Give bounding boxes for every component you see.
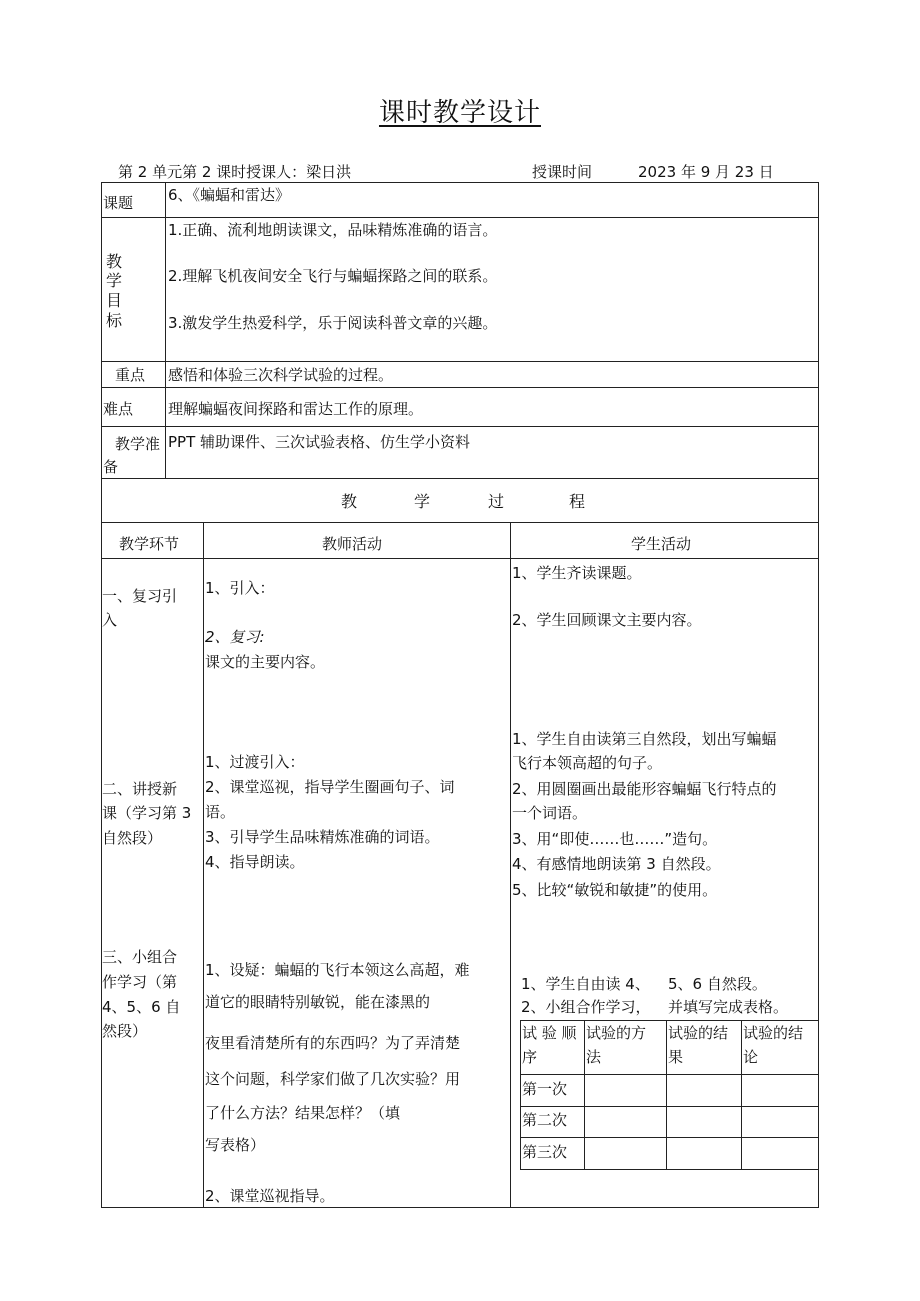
goal-item: 1.正确、流利地朗读课文，品味精炼准确的语言。 [168,221,498,239]
experiment-row-label: 第二次 [522,1111,568,1129]
topic-label: 课题 [103,194,134,212]
goal-item: 2.理解飞机夜间安全飞行与蝙蝠探路之间的联系。 [168,267,498,285]
prep-label: 教学准 [115,435,161,453]
difficulty-value: 理解蝙蝠夜间探路和雷达工作的原理。 [168,400,424,418]
col-header-student: 学生活动 [631,535,692,553]
unit-lesson-info: 第 2 单元第 2 课时授课人：梁日洪 [118,163,352,181]
difficulty-label: 难点 [103,400,134,418]
page-title: 课时教学设计 [378,98,541,128]
lesson-date: 2023 年 9 月 23 日 [638,163,774,181]
experiment-row-label: 第一次 [522,1080,568,1098]
goal-item: 3.激发学生热爱科学，乐于阅读科普文章的兴趣。 [168,314,498,332]
experiment-row-label: 第三次 [522,1143,568,1161]
lesson-time-label: 授课时间 [532,163,593,181]
col-header-stage: 教学环节 [119,535,180,553]
prep-label-cont: 备 [103,458,119,476]
key-point-value: 感悟和体验三次科学试验的过程。 [168,366,394,384]
topic-value: 6、《蝙蝠和雷达》 [168,186,291,204]
key-point-label: 重点 [115,366,146,384]
prep-value: PPT 辅助课件、三次试验表格、仿生学小资料 [168,433,471,451]
col-header-teacher: 教师活动 [322,535,383,553]
